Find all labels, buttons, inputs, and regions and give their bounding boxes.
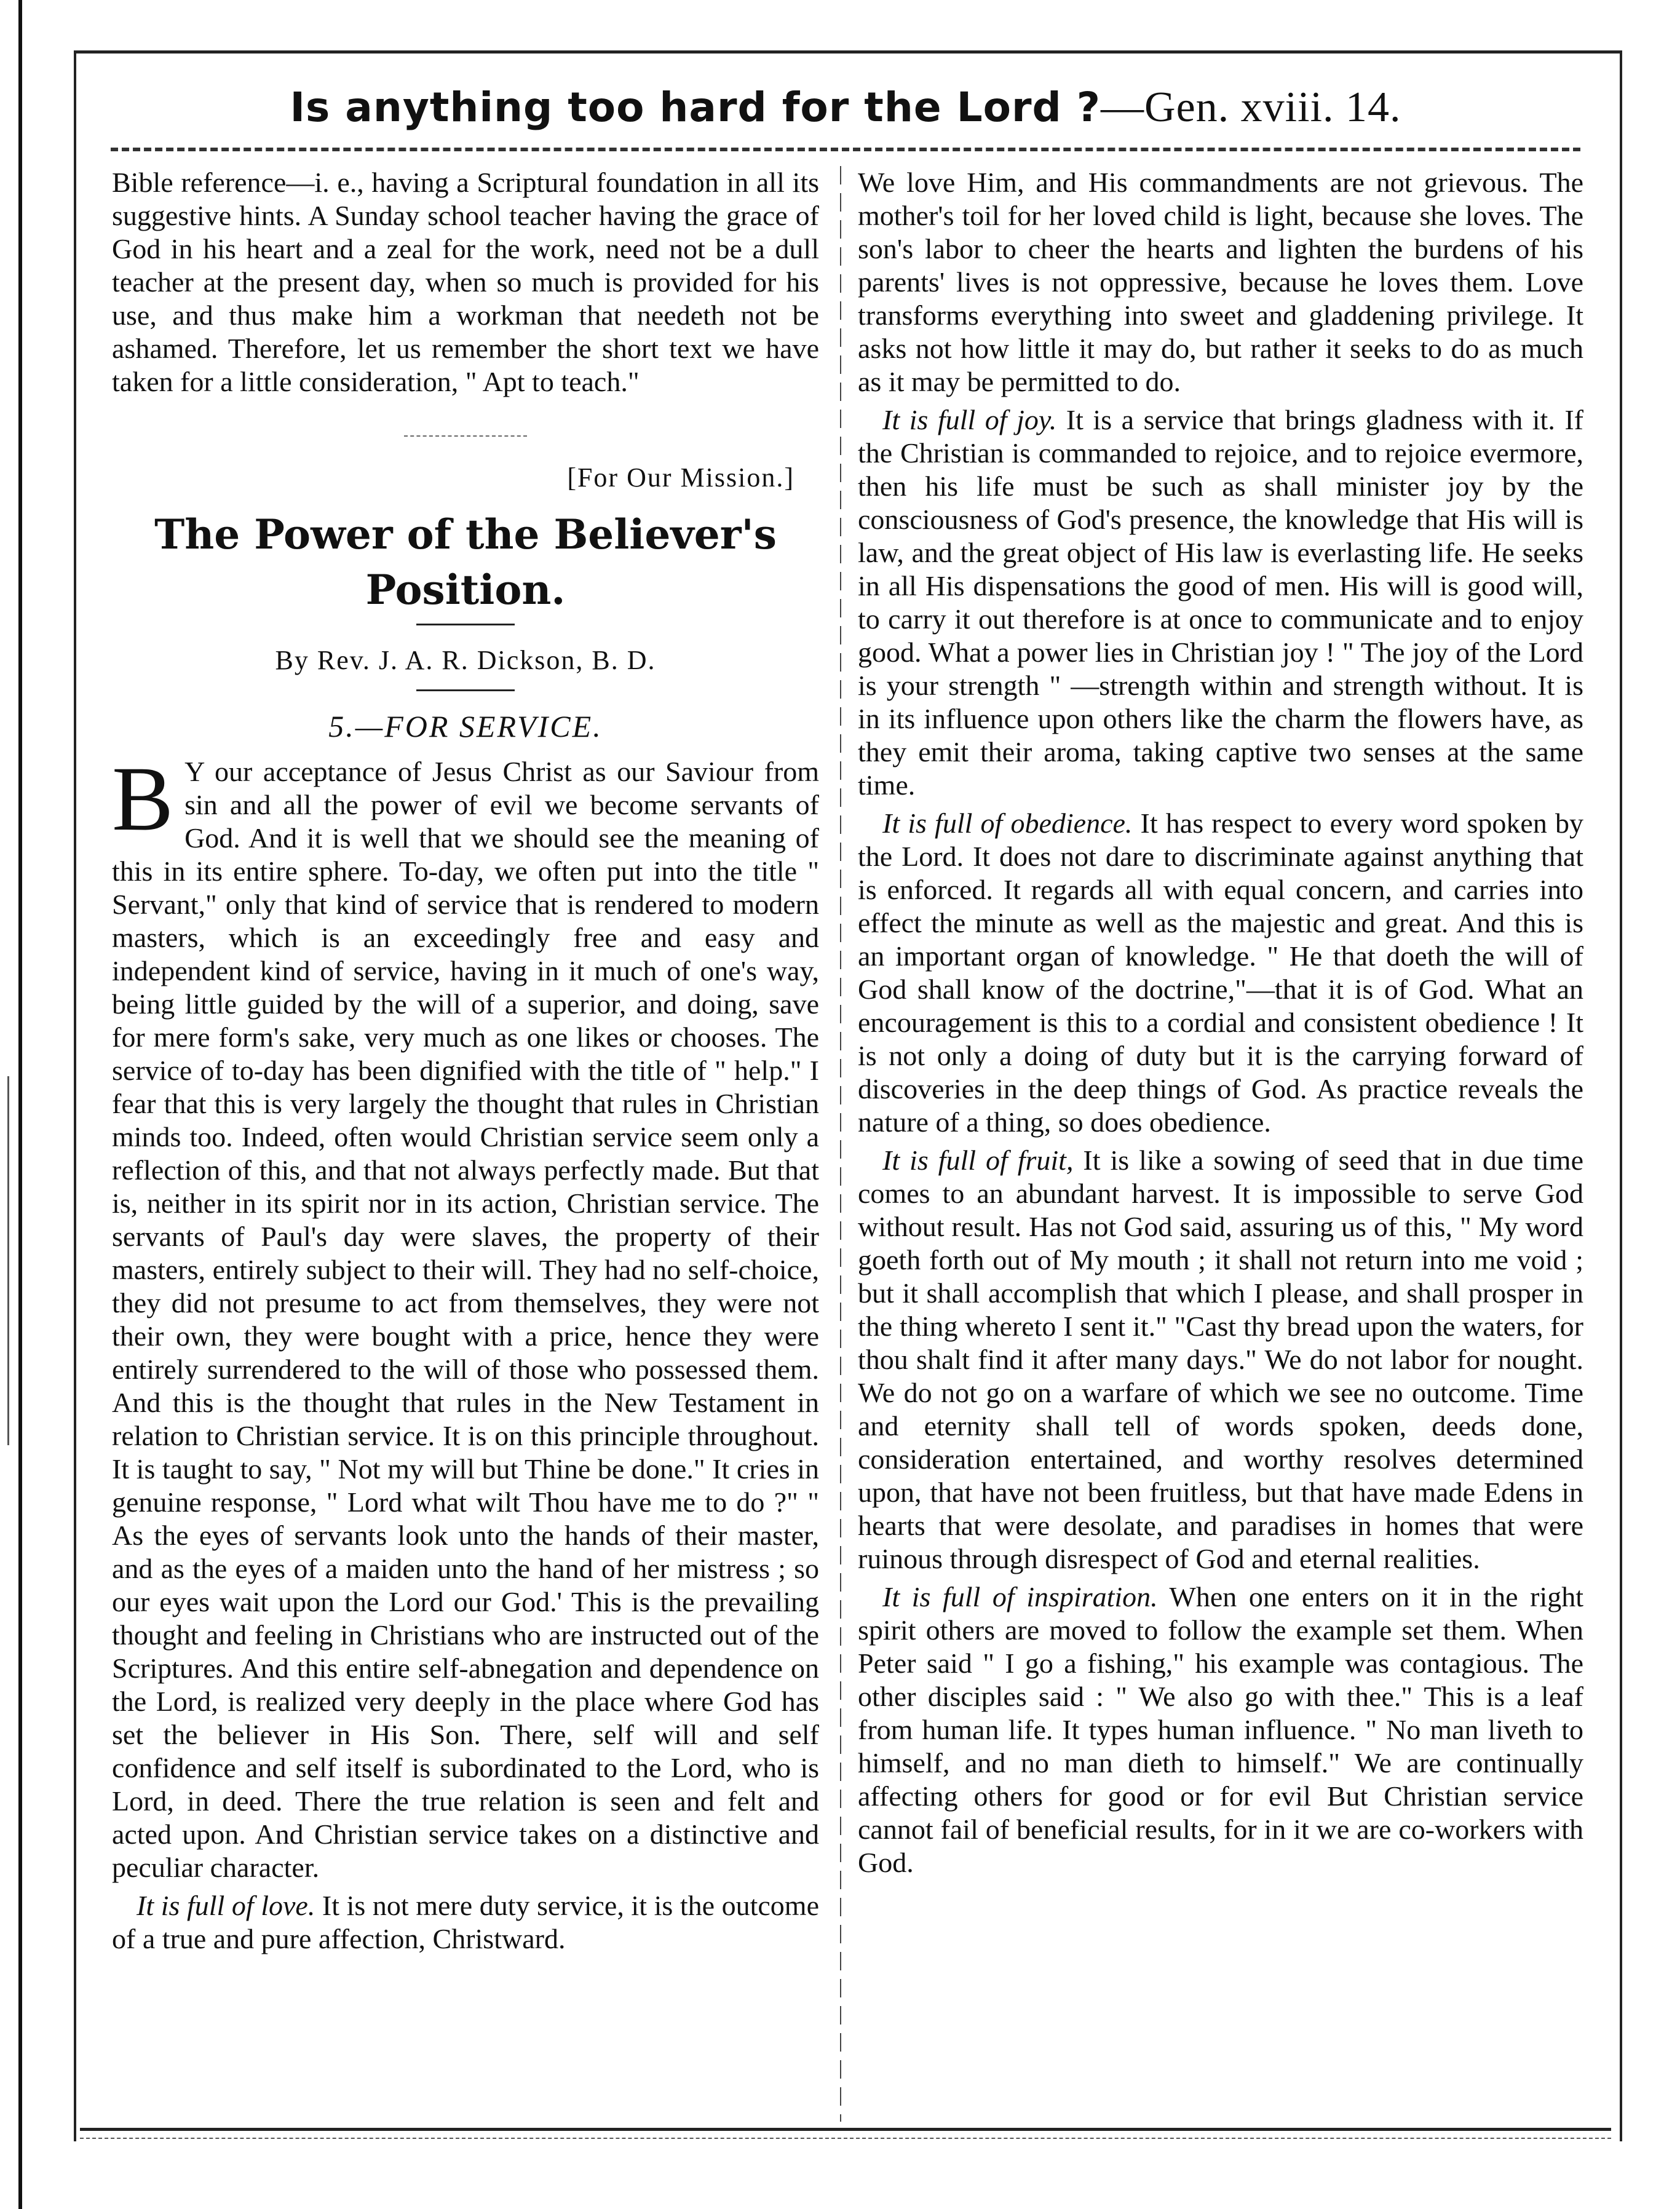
bottom-rule xyxy=(80,2128,1611,2131)
mission-tag: [For Our Mission.] xyxy=(567,462,794,493)
paragraph-inspiration-text: When one enters on it in the right spirit others are moved to follow the example set them. When Peter said " I go a fishing," his example was contagious. The other disciples said : " We also go with thee." This is a leaf from human life. It types human influence. " No man liveth to himself, and no man dieth to himself." We are continually affecting others for good or for evil But Christian service cannot fail of beneficial results, for in it we are co-workers with God. xyxy=(858,1581,1584,1878)
paragraph-obedience xyxy=(858,807,1583,1139)
paragraph-love-continued: We love Him, and His commandments are not grievous. The mother's toil for her loved child is light, because she loves. The son's labor to cheer the hearts and lighten the burdens of his parents' lives is not oppressive, because he loves them. Love transforms everything into sweet and gladdening privilege. It asks not how little it may do, but rather it seeks to do as much as it may be permitted to do. xyxy=(858,167,1583,397)
paragraph-inspiration-lead: It is full of inspiration. xyxy=(882,1581,1158,1612)
paragraph-inspiration xyxy=(858,1580,1583,1879)
running-header xyxy=(80,74,1611,141)
column-divider xyxy=(840,166,841,2122)
top-rule xyxy=(74,50,1620,54)
paragraph-love-text: It is not mere duty service, it is the outcome of a true and pure affection, Christward. xyxy=(112,1890,820,1954)
binding-edge xyxy=(18,0,22,2209)
header-rule xyxy=(111,148,1580,151)
drop-cap: B xyxy=(112,748,174,850)
paragraph-fruit-lead: It is full of fruit, xyxy=(882,1144,1074,1176)
title-rule xyxy=(416,624,515,625)
separator xyxy=(404,435,527,437)
header-text: Is anything too hard for the Lord ? xyxy=(290,84,1101,131)
paragraph-obedience-text: It has respect to every word spoken by the Lord. It does not dare to discriminate against anything that is enforced. It regards all with equal concern, and carries into effect the minute as well as the majestic and great. And this is an important organ of knowledge. " He that doeth the will of God shall know of the doctrine,"—that it is of God. What an encouragement is this to a cordial and consistent obedience ! It is not only a doing of duty but it is the carrying forward of discoveries in the deep things of God. As practice reveals the nature of a thing, so does obedience. xyxy=(858,807,1583,1138)
binding-edge-inner xyxy=(7,1076,9,1445)
article-title: The Power of the Believer's Position. xyxy=(154,510,777,614)
paragraph-joy xyxy=(858,403,1583,802)
byline-rule xyxy=(416,689,515,691)
continuation-paragraph: Bible reference—i. e., having a Scriptural foundation in all its suggestive hints. A Sunday school teacher having the grace of God in his heart and a zeal for the work, need not be a dull teacher at the present day, when so much is provided for his use, and thus make him a workman that needeth not be ashamed. Therefore, let us remember the short text we have taken for a little consideration, " Apt to teach." xyxy=(112,167,819,397)
header-reference: —Gen. xviii. 14. xyxy=(1101,84,1401,131)
paragraph-intro-text: Y our acceptance of Jesus Christ as our Saviour from sin and all the power of evil we become servants of God. And it is well that we should see the meaning of this in its entire sphere. To-day, we often put into the title " Servant," only that kind of service that is rendered to modern masters, which is an exceedingly free and easy and independent kind of service, having in it much of one's way, being little guided by the will of a superior, and doing, save for mere form's sake, very much as one likes or chooses. The service of to-day has been dignified with the title of " help." I fear that this is very largely the thought that rules in Christian minds too. Indeed, often would Christian service seem only a reflection of this, and that not always perfectly made. But that is, neither in its spirit nor in its action, Christian service. The servants of Paul's day were slaves, the property of their masters, entirely subject to their will. They had no self-choice, they did not presume to act from themselves, they were not their own, they were bought with a price, hence they were entirely surrendered to the will of those who possessed them. And this is the thought that rules in the New Testament in relation to Christian service. It is on this principle throughout. It is taught to say, " Not my will but Thine be done." It cries in genuine response, " Lord what wilt Thou have me to do ?" " As the eyes of servants look unto the hands of their master, and as the eyes of a maiden unto the hand of her mistress ; so our eyes wait upon the Lord our God.' This is the prevailing thought and feeling in Christians who are instructed out of the Scriptures. And this entire self-abnegation and dependence on the Lord, is realized very deeply in the place where God has set the believer in His Son. There, self will and self confidence and self itself is subordinated to the Lord, who is Lord, in deed. There the true relation is seen and felt and acted upon. And Christian service takes on a distinctive and peculiar character. xyxy=(112,756,819,1883)
bottom-rule-dashed xyxy=(80,2138,1611,2139)
left-column xyxy=(112,166,819,1961)
byline: By Rev. J. A. R. Dickson, B. D. xyxy=(275,645,656,675)
paragraph-fruit-text: It is like a sowing of seed that in due time comes to an abundant harvest. It is impossible to serve God without result. Has not God said, assuring us of this, " My word goeth forth out of My mouth ; it shall not return into me void ; but it shall accomplish that which I please, and shall prosper in the thing whereto I sent it." "Cast thy bread upon the waters, for thou shalt find it after many days." We do not labor for nought. We do not go on a warfare of which we see no outcome. Time and eternity shall tell of words spoken, deeds done, consideration entertained, and worthy resolves determined upon, that have not been fruitless, but that have made Edens in hearts that were desolate, and paradises in homes that were ruinous through disrespect of God and eternal realities. xyxy=(858,1144,1583,1574)
paragraph-obedience-lead: It is full of obedience. xyxy=(882,807,1133,839)
paragraph-intro xyxy=(112,748,819,1884)
paragraph-joy-lead: It is full of joy. xyxy=(882,404,1057,435)
right-column xyxy=(858,166,1583,1884)
paragraph-joy-text: It is a service that brings gladness with it. If the Christian is commanded to rejoice, and to rejoice evermore, then his life must be such as shall minister joy by the consciousness of God's presence, the knowledge that His will is law, and the great object of His law is everlasting life. He seeks in all His dispensations the good of men. His will is good will, to carry it out therefore is at once to communicate and to enjoy good. What a power lies in Christian joy ! " The joy of the Lord is your strength " —strength within and strength without. It is in its influence upon others like the charm the flowers have, as they emit their aroma, taking captive two senses at the same time. xyxy=(858,404,1584,801)
paragraph-love xyxy=(112,1889,819,1956)
section-heading: 5.—FOR SERVICE. xyxy=(328,709,603,744)
paragraph-fruit xyxy=(858,1144,1583,1576)
paragraph-love-lead: It is full of love. xyxy=(137,1890,315,1921)
